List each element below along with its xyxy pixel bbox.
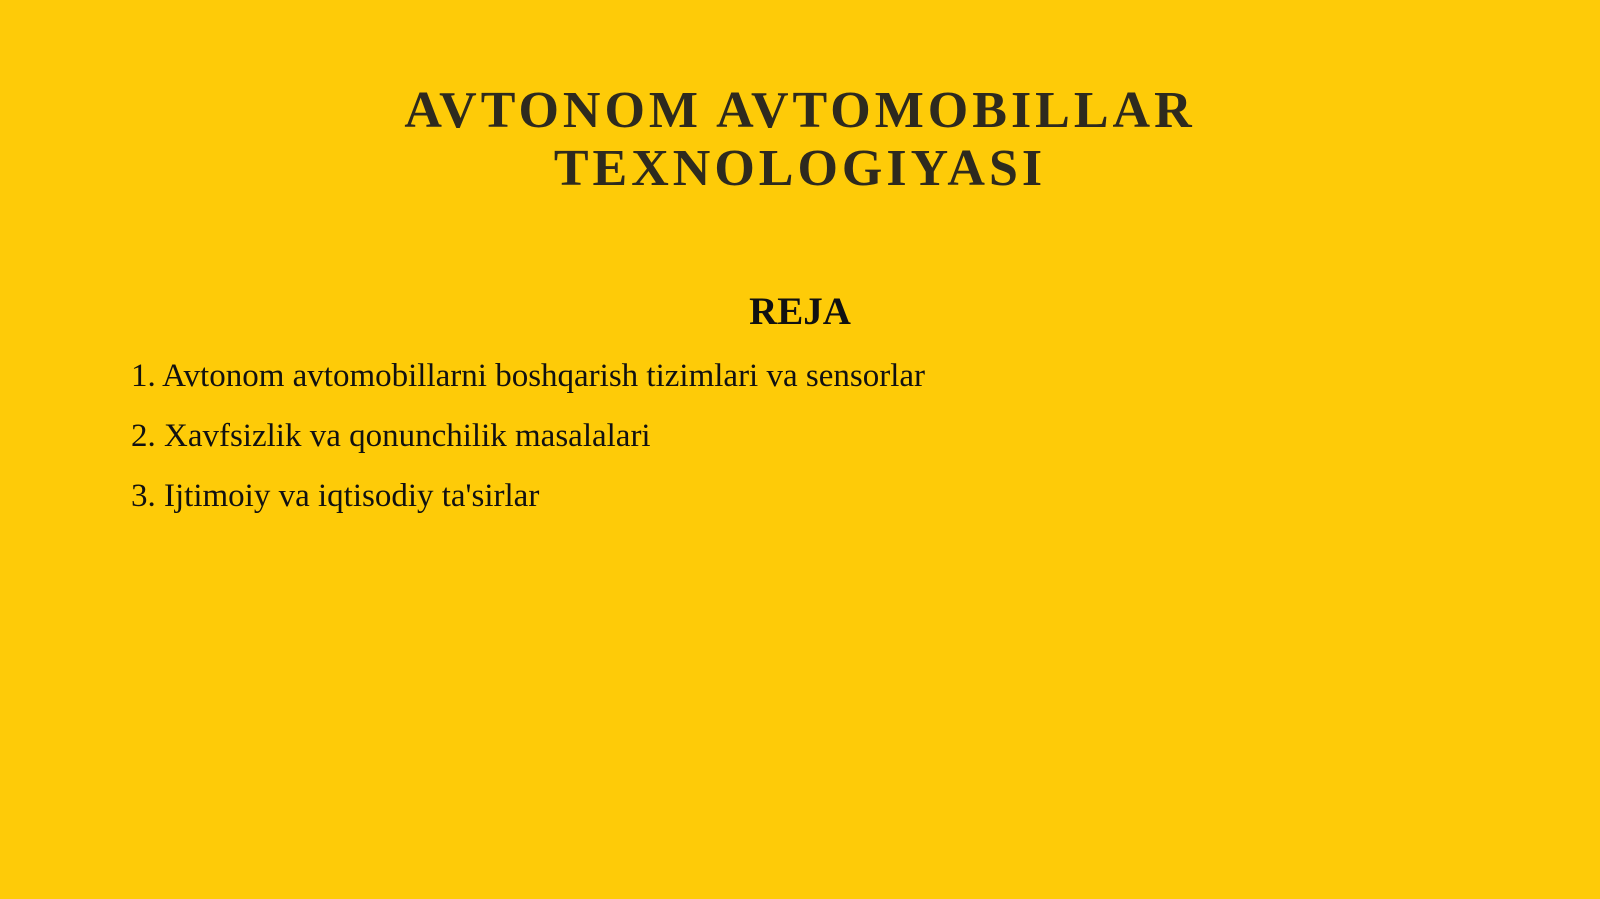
plan-item-1: 1. Avtonom avtomobillarni boshqarish tizimlari va sensorlar bbox=[131, 358, 925, 394]
plan-heading: REJA bbox=[749, 290, 851, 333]
plan-item-2: 2. Xavfsizlik va qonunchilik masalalari bbox=[131, 418, 651, 454]
slide-title-line-1: AVTONOM AVTOMOBILLAR bbox=[404, 82, 1196, 139]
plan-item-3: 3. Ijtimoiy va iqtisodiy ta'sirlar bbox=[131, 478, 540, 514]
slide-title bbox=[0, 82, 1600, 198]
plan-list bbox=[131, 356, 925, 536]
slide-title-line-2: TEXNOLOGIYASI bbox=[553, 140, 1047, 197]
